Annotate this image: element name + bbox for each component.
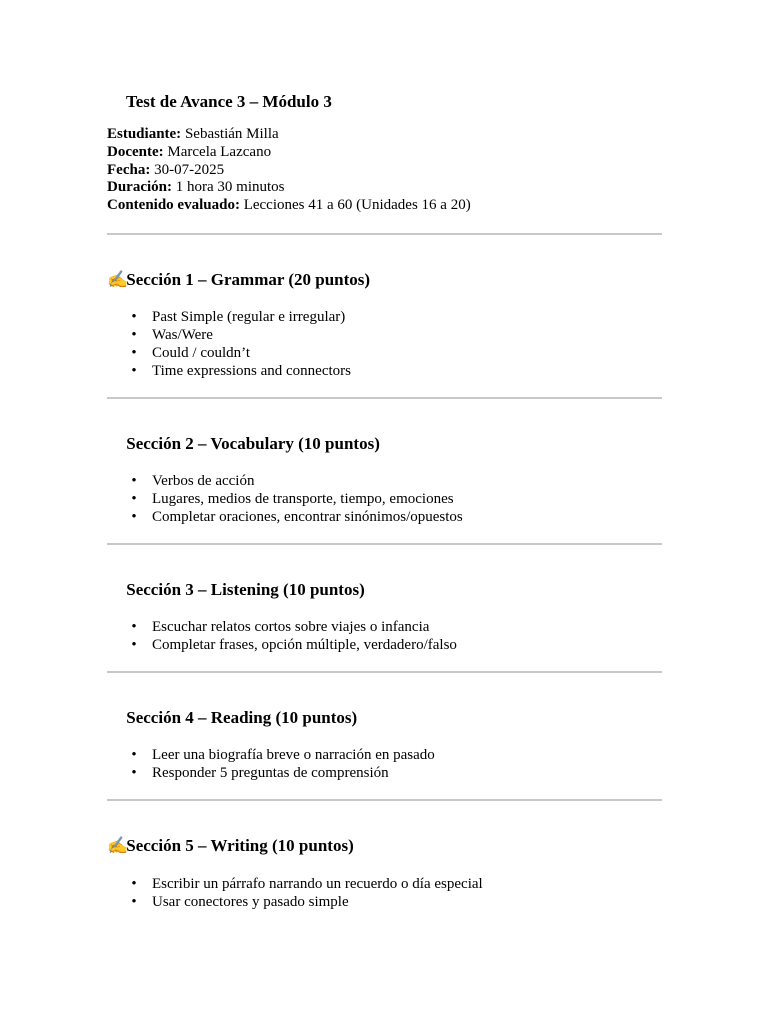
bullet-icon: • — [131, 309, 137, 326]
section-title-text: Sección 2 – Vocabulary (10 puntos) — [126, 434, 380, 454]
list-item — [107, 618, 662, 636]
info-label: Fecha: — [107, 161, 151, 178]
bullet-icon: • — [131, 509, 137, 526]
section-title — [107, 832, 662, 860]
bullet-icon: • — [131, 473, 137, 490]
bullet-icon: • — [131, 765, 137, 782]
list-item-text: Could / couldn’t — [152, 345, 251, 362]
section-title — [107, 704, 662, 732]
list-item-text: Lugares, medios de transporte, tiempo, emociones — [152, 491, 454, 508]
section-grammar — [107, 266, 662, 399]
section-items — [107, 472, 662, 526]
list-item — [107, 746, 662, 764]
info-row-date — [107, 162, 662, 180]
bullet-icon: • — [131, 619, 137, 636]
bullet-icon: • — [131, 327, 137, 344]
list-item — [107, 362, 662, 380]
info-value: Sebastián Milla — [181, 126, 279, 142]
section-items — [107, 618, 662, 654]
section-title — [107, 576, 662, 604]
info-row-student — [107, 126, 662, 144]
info-value: 1 hora 30 minutos — [172, 179, 285, 196]
divider — [107, 397, 662, 399]
bullet-icon: • — [131, 363, 137, 380]
section-listening — [107, 576, 662, 673]
info-label: Contenido evaluado: — [107, 197, 240, 214]
list-item-text: Usar conectores y pasado simple — [152, 893, 349, 910]
section-reading — [107, 704, 662, 801]
list-item — [107, 875, 662, 893]
divider — [107, 233, 662, 235]
list-item-text: Escribir un párrafo narrando un recuerdo o día especial — [152, 875, 483, 892]
section-items — [107, 746, 662, 782]
bullet-icon: • — [131, 875, 137, 892]
section-items — [107, 875, 662, 911]
list-item-text: Was/Were — [152, 327, 213, 344]
info-value: 30-07-2025 — [150, 161, 225, 178]
bullet-icon: • — [131, 637, 137, 654]
bullet-icon: • — [131, 747, 137, 764]
list-item-text: Time expressions and connectors — [152, 363, 351, 380]
list-item — [107, 326, 662, 344]
divider — [107, 671, 662, 673]
info-label: Duración: — [107, 179, 172, 196]
list-item — [107, 508, 662, 526]
divider — [107, 543, 662, 545]
section-title-text: Sección 4 – Reading (10 puntos) — [126, 708, 358, 728]
section-title-text: Sección 5 – Writing (10 puntos) — [126, 836, 354, 856]
list-item — [107, 764, 662, 782]
list-item — [107, 308, 662, 326]
list-item-text: Escuchar relatos cortos sobre viajes o infancia — [152, 619, 430, 636]
document-title-text: Test de Avance 3 – Módulo 3 — [125, 92, 332, 111]
info-label: Estudiante: — [107, 126, 182, 142]
section-title-text: Sección 3 – Listening (10 puntos) — [126, 580, 365, 600]
student-info — [107, 126, 662, 215]
bullet-icon: • — [131, 893, 137, 910]
list-item — [107, 472, 662, 490]
list-item-text: Completar frases, opción múltiple, verdadero/falso — [152, 637, 457, 654]
info-row-duration — [107, 179, 662, 197]
section-title — [107, 266, 662, 294]
list-item-text: Verbos de acción — [152, 473, 255, 490]
list-item — [107, 344, 662, 362]
info-row-teacher — [107, 144, 662, 162]
list-item-text: Completar oraciones, encontrar sinónimos/opuestos — [152, 509, 463, 526]
writing-hand-icon: ✍ — [107, 269, 129, 289]
document-page — [107, 88, 662, 911]
list-item-text: Leer una biografía breve o narración en pasado — [152, 747, 435, 764]
info-row-content — [107, 197, 662, 215]
section-writing — [107, 832, 662, 910]
section-title-text: Sección 1 – Grammar (20 puntos) — [126, 269, 371, 289]
bullet-icon: • — [131, 345, 137, 362]
list-item — [107, 490, 662, 508]
info-value: Marcela Lazcano — [163, 143, 272, 160]
list-item-text: Past Simple (regular e irregular) — [152, 309, 346, 326]
section-vocabulary — [107, 430, 662, 545]
bullet-icon: • — [131, 491, 137, 508]
section-items — [107, 308, 662, 380]
list-item — [107, 893, 662, 911]
list-item-text: Responder 5 preguntas de comprensión — [152, 765, 389, 782]
writing-hand-icon: ✍ — [107, 836, 129, 856]
document-title — [107, 88, 662, 116]
info-value: Lecciones 41 a 60 (Unidades 16 a 20) — [239, 197, 471, 214]
list-item — [107, 636, 662, 654]
section-title — [107, 430, 662, 458]
info-label: Docente: — [107, 143, 164, 160]
divider — [107, 799, 662, 801]
